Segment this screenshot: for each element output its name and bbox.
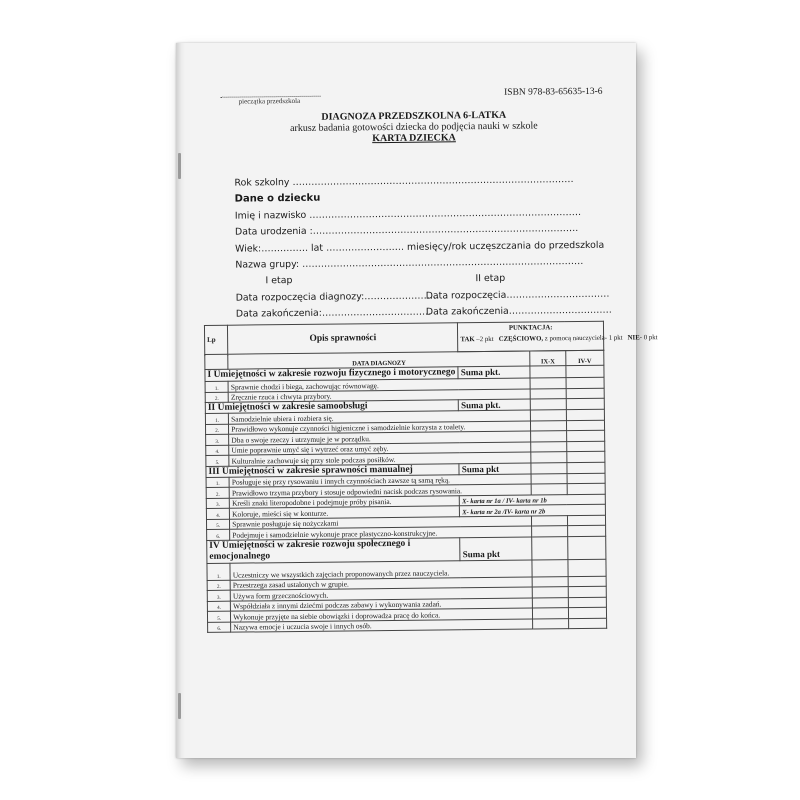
score-cell[interactable] (532, 526, 568, 537)
punktacja-header (458, 321, 658, 352)
end-dates (235, 303, 612, 323)
item-text: Zręcznie rzuca i chwyta przybory. (228, 389, 530, 403)
item-number: 2. (205, 424, 228, 435)
item-number: 5. (207, 611, 230, 622)
score-cell[interactable] (531, 431, 567, 442)
score-cell[interactable] (531, 462, 567, 473)
score-cell[interactable] (568, 576, 606, 587)
section-sum-label: Suma pkt. (459, 399, 531, 411)
item-number: 4. (206, 508, 229, 519)
score-cell[interactable] (568, 536, 606, 559)
tak-points: –2 pkt (474, 335, 494, 344)
section-title: III Umiejętności w zakresie sprawności manualnej (206, 463, 459, 477)
score-cell[interactable] (530, 388, 566, 399)
item-number: 2. (206, 487, 229, 498)
item-text: Koloruje, mieści się w konturze. (230, 506, 460, 519)
score-cell[interactable] (569, 618, 607, 629)
item-number: 1. (205, 381, 228, 392)
item-number: 5. (206, 455, 229, 466)
score-cell[interactable] (567, 483, 605, 494)
doc-subtitle: arkusz badania gotowości dziecka do podjęcia nauki w szkole (289, 120, 538, 135)
section-title: IV Umiejętności w zakresie rozwoju społecznego i emocjonalnego (207, 537, 461, 563)
stage-1-heading: I etap (265, 275, 293, 287)
item-text: Nazywa emocje i uczucia swoje i innych osób. (231, 619, 533, 633)
item-number: 1. (207, 563, 230, 580)
child-data-heading: Dane o dziecku (234, 193, 321, 206)
item-text: Współdziała z innymi dziećmi podczas zabawy i wykonywania zadań. (231, 598, 533, 612)
scoring-legend (460, 333, 658, 345)
assessment-table (204, 321, 658, 633)
tak-label: TAK (460, 336, 475, 344)
karta-reference-1: X- karta nr 1a / IV- karta nr 1b (460, 494, 606, 506)
end-date-2: Data zakończenia…………………………… (425, 304, 612, 318)
czesciowo-points: z pomocą nauczyciela- 1 pkt (543, 334, 623, 343)
item-text: Sprawnie posługuje się nożyczkami (230, 516, 532, 530)
item-number: 4. (206, 445, 229, 456)
item-number: 6. (207, 529, 230, 540)
item-number: 1. (206, 477, 229, 488)
nie-label: NIE (627, 334, 640, 342)
booklet-spine (176, 43, 185, 758)
czesciowo-label: CZĘŚCIOWO, (498, 335, 544, 343)
score-cell[interactable] (567, 441, 605, 452)
item-text: Podejmuje i samodzielnie wykonuje prace plastyczno-konstrukcyjne. (230, 526, 532, 540)
stage-2-heading: II etap (475, 273, 506, 285)
score-cell[interactable] (532, 515, 568, 526)
karta-reference-2: X- karta nr 2a /IV- karta nr 2b (460, 504, 606, 516)
score-cell[interactable] (567, 462, 605, 473)
score-cell[interactable] (531, 473, 567, 484)
item-text: Sprawnie chodzi i biega, zachowując równowagę. (228, 378, 530, 392)
item-text: Przestrzega zasad ustalonych w grupie. (230, 577, 532, 591)
score-cell[interactable] (533, 608, 569, 619)
section-sum-label: Suma pkt. (458, 366, 530, 379)
name-field: Imię i nazwisko …………………………………………………………………………… (234, 206, 582, 222)
item-text: Samodzielnie ubiera i rozbiera się. (229, 410, 531, 424)
item-number: 1. (205, 413, 228, 424)
child-form (234, 172, 612, 323)
lp-header: Lp (204, 325, 228, 354)
col-iv-v-header: IV-V (566, 350, 604, 365)
score-cell[interactable] (532, 597, 568, 608)
opis-header: Opis sprawności (228, 323, 458, 354)
score-cell[interactable] (566, 420, 604, 431)
item-text: Umie poprawnie umyć się i wytrzeć oraz umyć zęby. (229, 442, 531, 456)
lp-blank (205, 354, 228, 369)
age-field: Wiek:…………… lat ……………………. miesięcy/rok uczęszczania do przedszkola (235, 239, 605, 255)
score-cell[interactable] (531, 420, 567, 431)
doc-title: DIAGNOZA PRZEDSZKOLNA 6-LATKA (321, 109, 507, 123)
item-text: Prawidłowo wykonuje czynności higieniczne i samodzielnie korzysta z toalety. (229, 421, 531, 435)
booklet (176, 43, 658, 758)
score-cell[interactable] (531, 484, 567, 495)
score-cell[interactable] (533, 618, 569, 629)
data-diagnozy-header: DATA DIAGNOZY (228, 351, 530, 369)
score-cell[interactable] (530, 366, 566, 378)
item-number: 2. (205, 392, 228, 403)
isbn: ISBN 978-83-65635-13-6 (504, 86, 603, 98)
item-text: Kreśli znaki literopodobne i podejmuje próby pisania. (229, 495, 459, 508)
score-cell[interactable] (566, 398, 604, 409)
score-cell[interactable] (568, 525, 606, 536)
score-cell[interactable] (530, 378, 566, 389)
score-cell[interactable] (566, 377, 604, 388)
score-cell[interactable] (532, 536, 568, 559)
item-number: 3. (206, 498, 229, 509)
score-cell[interactable] (568, 607, 606, 618)
score-cell[interactable] (568, 559, 606, 576)
score-cell[interactable] (568, 586, 606, 597)
score-cell[interactable] (531, 441, 567, 452)
staple-bottom (178, 693, 181, 719)
table-header-row (204, 321, 603, 354)
section-title: I Umiejętności w zakresie rozwoju fizycznego i motorycznego (205, 367, 458, 382)
score-cell[interactable] (566, 388, 604, 399)
section-sum-label: Suma pkt (459, 463, 531, 475)
score-cell[interactable] (567, 451, 605, 462)
score-cell[interactable] (532, 587, 568, 598)
item-number: 2. (207, 580, 230, 591)
item-text: Uczestniczy we wszystkich zajęciach proponowanych przez nauczyciela. (230, 560, 532, 580)
col-ix-x-header: IX-X (530, 351, 566, 366)
score-cell[interactable] (531, 452, 567, 463)
score-cell[interactable] (566, 365, 604, 377)
nie-points: - 0 pkt (639, 334, 658, 342)
score-cell[interactable] (530, 399, 566, 410)
stamp-label: pieczątka przedszkola (238, 96, 301, 106)
staple-top (178, 153, 181, 179)
item-text: Wykonuje przyjęte na siebie obowiązki i doprowadza pracę do końca. (231, 608, 533, 622)
score-cell[interactable] (530, 410, 566, 421)
section-sum-label: Suma pkt (460, 537, 532, 561)
start-date-1: Data rozpoczęcia diagnozy:…………………… (235, 290, 440, 304)
card-title: KARTA DZIECKA (372, 132, 456, 145)
page (198, 38, 658, 758)
section-title: II Umiejętności w zakresie samoobsługi (205, 400, 458, 414)
score-cell[interactable] (566, 409, 604, 420)
item-text: Dba o swoje rzeczy i utrzymuje je w porządku. (229, 431, 531, 445)
item-text: Posługuje się przy rysowaniu i innych czynnościach zawsze tą samą ręką. (229, 474, 531, 488)
title-block (259, 109, 569, 145)
score-cell[interactable] (568, 597, 606, 608)
score-cell[interactable] (532, 576, 568, 587)
start-date-2: Data rozpoczęcia…………………………… (425, 288, 610, 302)
item-text: Używa form grzecznościowych. (230, 587, 532, 601)
score-cell[interactable] (567, 430, 605, 441)
item-text: Prawidłowo trzyma przybory i stosuje odpowiedni nacisk podczas rysowania. (229, 484, 531, 498)
item-number: 6. (208, 622, 231, 633)
punktacja-label: PUNKTACJA: (508, 324, 553, 332)
item-text: Kulturalnie zachowuje się przy stole podczas posiłków. (229, 452, 531, 466)
birth-date-field: Data urodzenia :…………………………………………………………………………. (234, 223, 579, 238)
item-number: 5. (206, 519, 229, 530)
group-field: Nazwa grupy: ……………………………………………………………………………… (235, 256, 584, 271)
score-cell[interactable] (567, 473, 605, 484)
item-number: 3. (206, 434, 229, 445)
end-date-1: Data zakończenia:…………………………….. (235, 306, 432, 320)
school-year-field: Rok szkolny ……………………………………………………………………………… (234, 174, 574, 189)
score-cell[interactable] (567, 515, 605, 526)
item-number: 4. (207, 601, 230, 612)
item-number: 3. (207, 590, 230, 601)
score-cell[interactable] (532, 559, 568, 576)
